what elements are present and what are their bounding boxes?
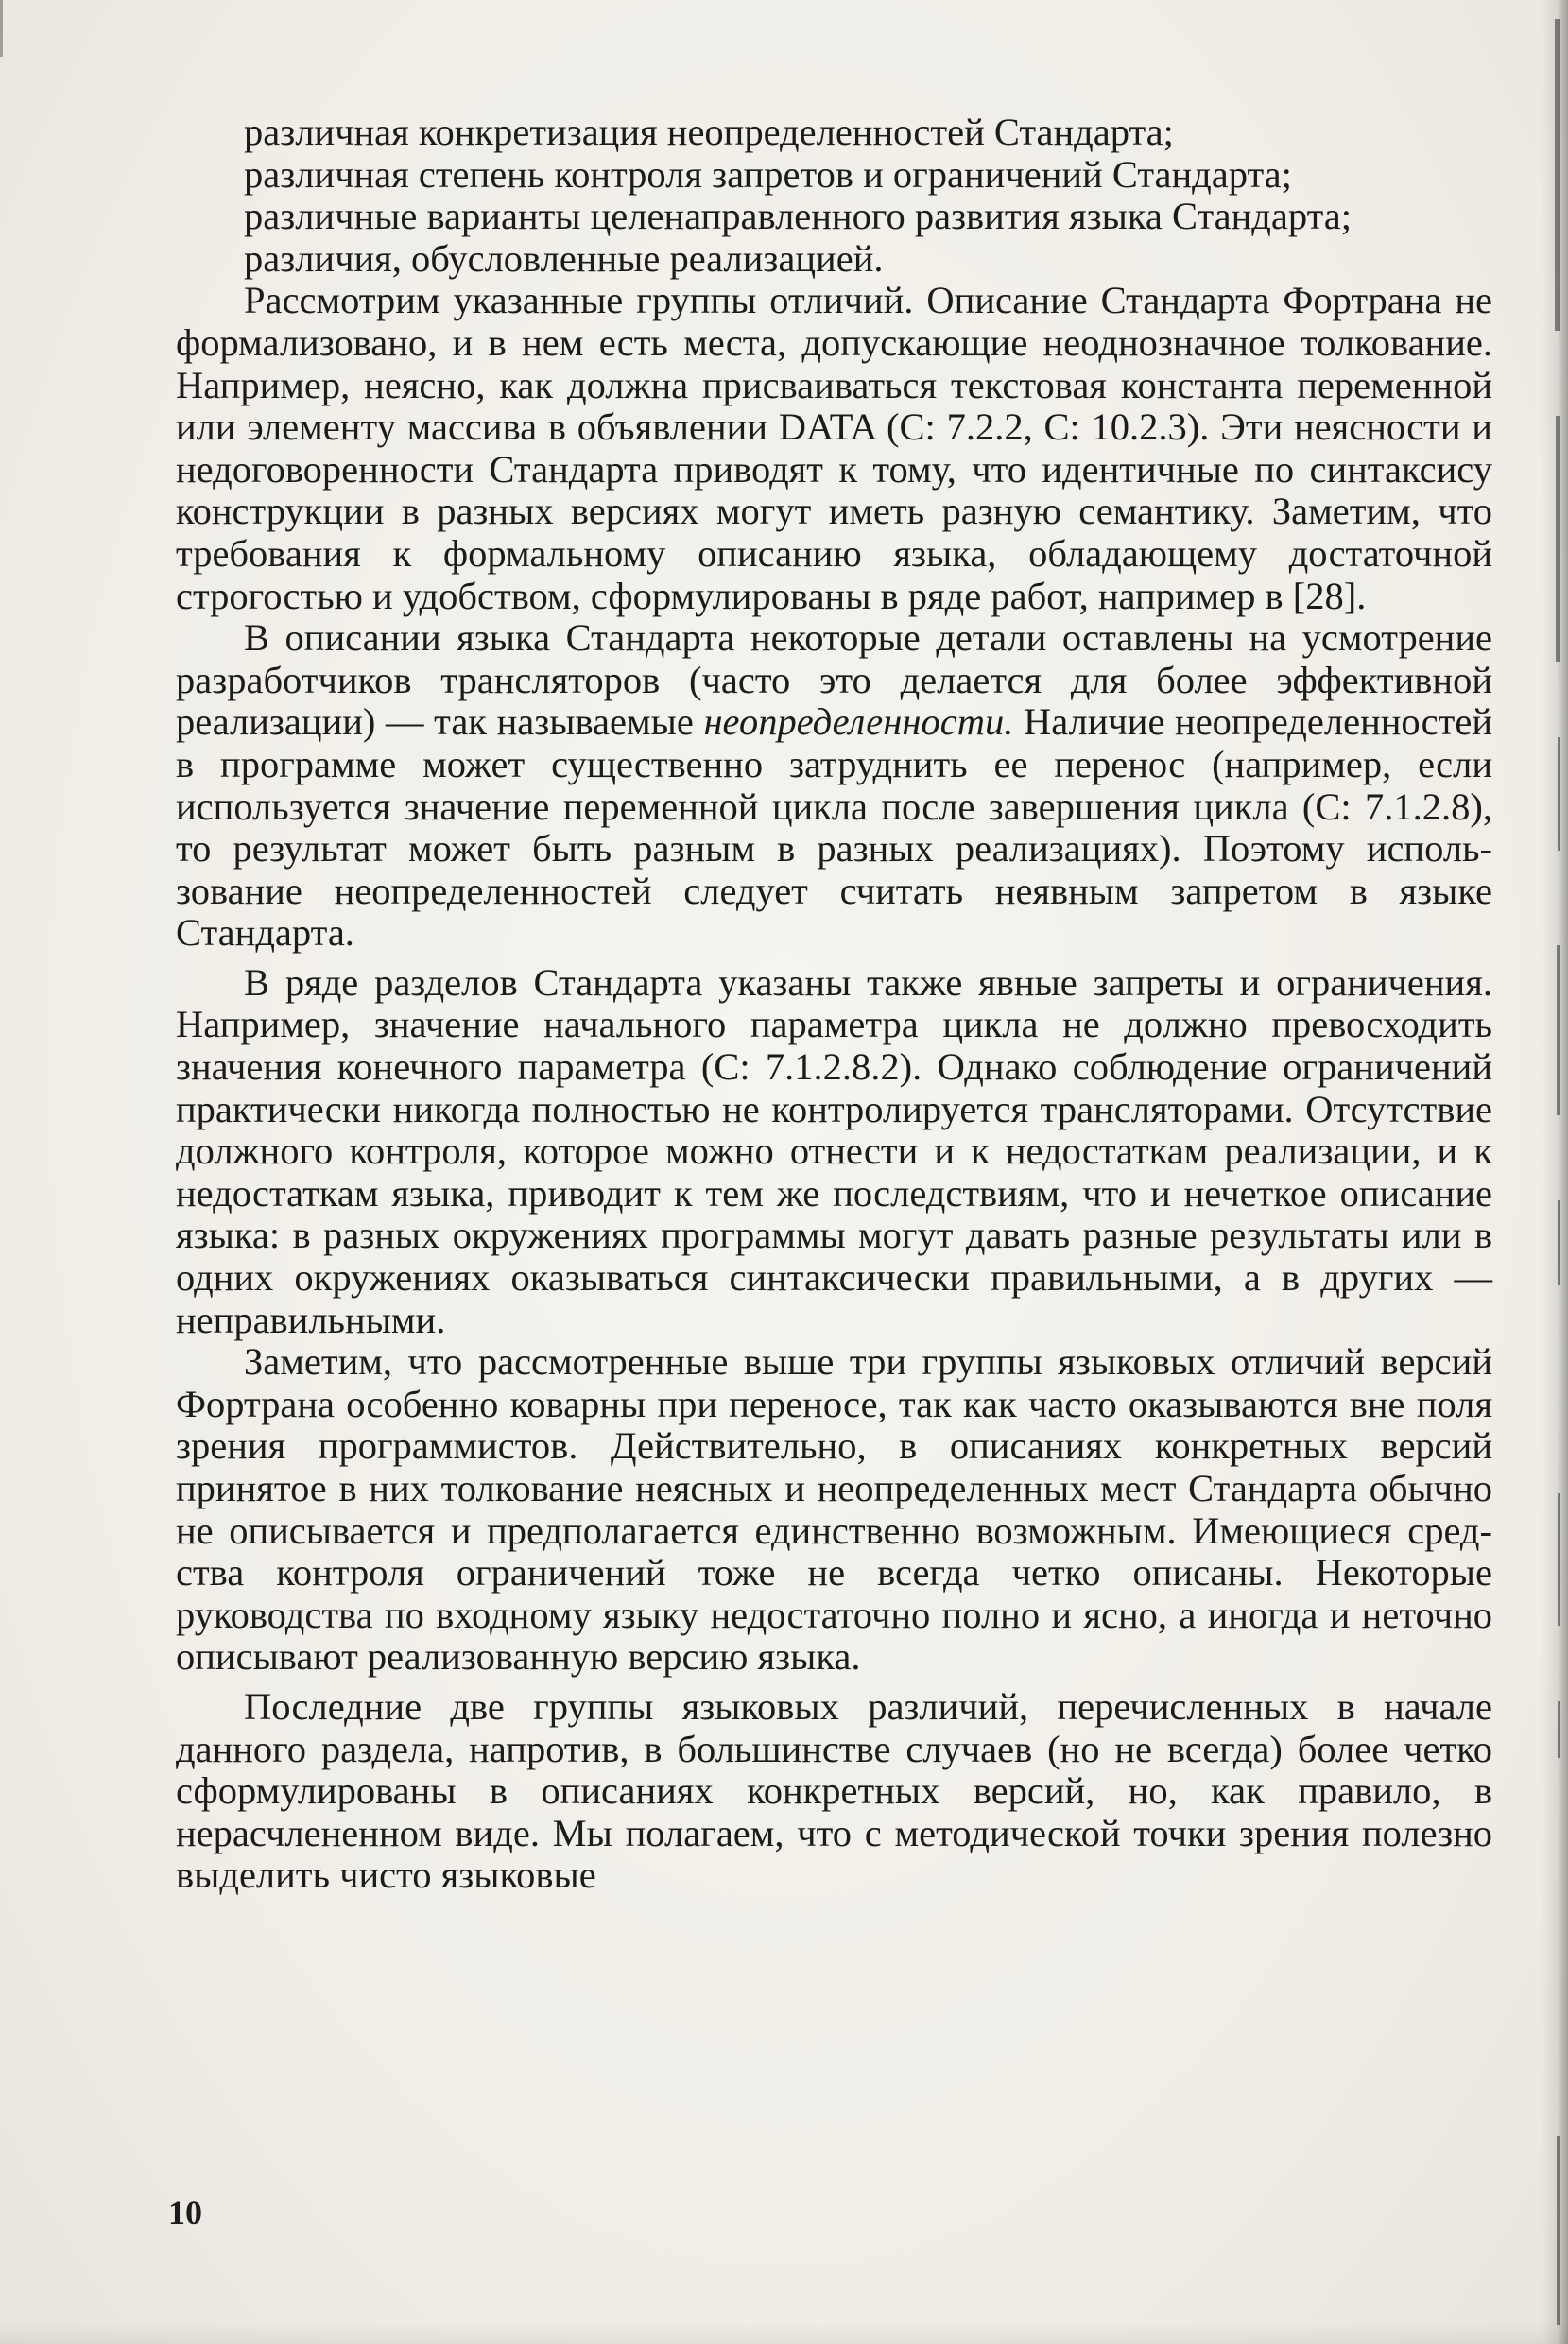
page-bottom-edge	[0, 2321, 1568, 2344]
page-number: 10	[168, 2194, 202, 2232]
paragraph-5: Рассмотрим указанные группы отличий. Описание Стандарта Фортрана не формализовано, и в нем есть места, допускающие неоднозначное толкование. Например, неясно, как должна присваиваться текстовая константа переменной или элементу массива в объявлении DATA (С: 7.2.2, С: 10.2.3). Эти неясности и недоговоренности Стандарта приводят к тому, что идентичные по синтаксису конструкции в разных версиях могут иметь разную семантику. Заметим, что требования к формальному описанию языка, обладающему достаточной строгостью и удобством, сформулированы в ряде работ, например в [28].	[176, 279, 1492, 617]
paragraph-4: различия, обусловленные реализацией.	[244, 236, 884, 280]
binding-marks	[1523, 19, 1560, 2325]
paragraph-2: различная степень контроля запретов и ограничений Стандарта;	[244, 152, 1292, 196]
paragraph-3: различные варианты целенаправленного развития языка Стандарта;	[244, 195, 1353, 238]
paragraph-7: В ряде разделов Стандарта указаны также явные запреты и ограничения. Например, значение начального параметра цикла не должно превосходить значения конечного параметра (С: 7.1.2.8.2). Однако соблюдение ограничений практически никогда полностью не контролируется трансляторами. Отсутствие должного контроля, которое можно отнести и к недостаткам реализации, и к недостаткам языка, приводит к тем же последствиям, что и нечеткое описание языка: в разных окружениях программы могут давать разные результаты или в одних окружениях оказываться синтаксически правильными, а в других — неправильными.	[176, 960, 1492, 1341]
paragraph-1: различная конкретизация неопределенностей Стандарта;	[244, 111, 1174, 153]
paragraph-6	[176, 617, 1492, 955]
italic-term: неопределенности.	[703, 700, 1014, 744]
paragraph-9: Последние две группы языковых различий, перечисленных в начале данного раздела, напротив, в большинстве случаев (но не всегда) более четко сформулированы в описаниях конкретных версий, но, как правило, в нерасчлененном виде. Мы полагаем, что с методической точки зрения полезно выделить чисто языковые	[176, 1684, 1492, 1897]
paragraph-6-end: Наличие неопределенностей в программе может существенно затруднить ее перенос (например, если используется значение переменной цикла после завершения цикла (С: 7.1.2.8), то результат может быть разным в разных реализациях). Поэтому использование неопределенностей следует считать неявным запретом в языке Стандарта.	[176, 700, 1492, 955]
paragraph-8: Заметим, что рассмотренные выше три группы языковых отличий версий Фортрана особенно коварны при переносе, так как часто оказываются вне поля зрения программистов. Действительно, в описаниях конкретных версий принятое в них толкование неясных и неопределенных мест Стандарта обычно не описывается и предполагается единственно возможным. Имеющиеся средства контроля ограничений тоже не всегда четко описаны. Некоторые руководства по входному языку недостаточно полно и ясно, а иногда и неточно описывают реализованную версию языка.	[176, 1340, 1492, 1679]
paragraph-6-start: В описании языка Стандарта некоторые детали оставлены на усмотрение разработчиков трансляторов (часто это делается для более эффективной реализации) — так называемые	[176, 616, 1492, 744]
scan-edge-mark	[0, 0, 3, 57]
body-text	[176, 112, 1492, 1897]
